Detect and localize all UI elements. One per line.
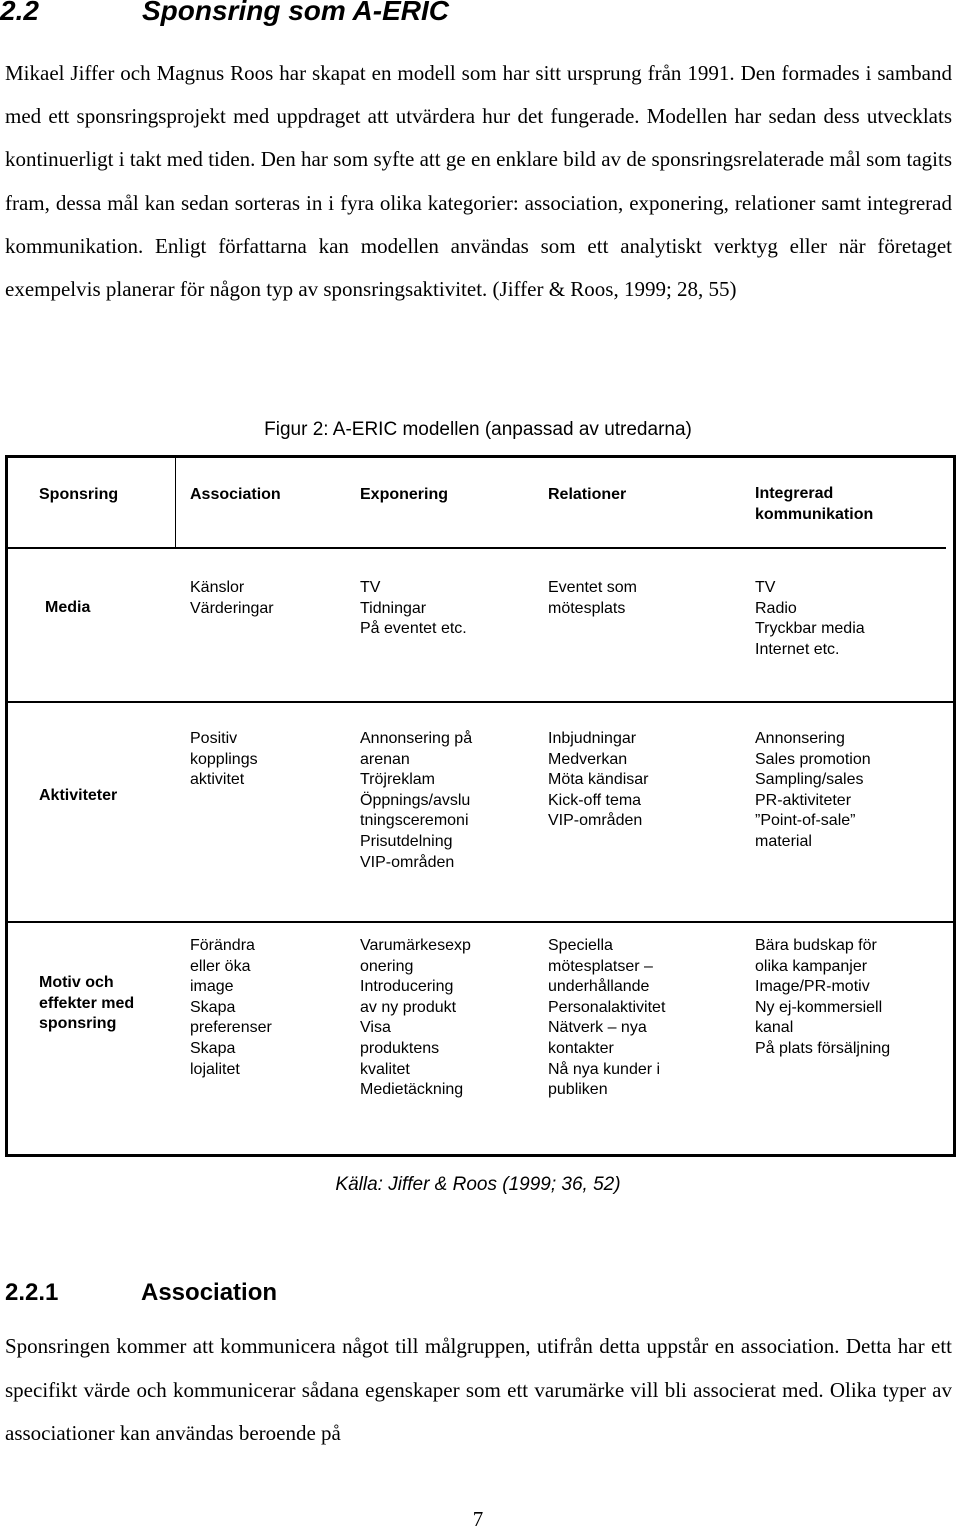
column-header-sponsring: Sponsring — [39, 486, 119, 503]
section-heading — [0, 0, 449, 28]
subsection-paragraph: Sponsringen kommer att kommunicera något till målgruppen, utifrån detta uppstår en association. Detta har ett specifikt värde och kommunicerar sådana egenskaper som ett varumärke vill bli associerat med. Olika typer av associationer kan användas beroende på — [5, 1334, 952, 1445]
column-header-integrerad-kommunikation: Integrerad kommunikation — [755, 485, 874, 523]
aktiviteter-relationer-cell: Inbjudningar Medverkan Möta kändisar Kick-off tema VIP-områden — [548, 730, 649, 830]
media-relationer-cell: Eventet som mötesplats — [548, 579, 637, 617]
row-label-motiv-och-effekter: Motiv och effekter med sponsring — [39, 974, 135, 1033]
header-column-divider — [175, 458, 176, 547]
subsection-number: 2.2.1 — [5, 1279, 59, 1306]
subsection-title: Association — [141, 1279, 278, 1306]
figure-caption: Figur 2: A-ERIC modellen (anpassad av utredarna) — [264, 419, 692, 440]
motiv-exponering-cell: Varumärkesexp onering Introducering av ny produkt Visa produktens kvalitet Medietäckning — [360, 937, 471, 1099]
row-label-media: Media — [45, 599, 91, 616]
page-number: 7 — [472, 1507, 484, 1531]
aktiviteter-integrerad-cell: Annonsering Sales promotion Sampling/sales PR-aktiviteter ”Point-of-sale” material — [755, 730, 871, 850]
aktiviteter-association-cell: Positiv kopplings aktivitet — [190, 730, 258, 789]
column-header-exponering: Exponering — [360, 486, 449, 503]
section-number: 2.2 — [0, 0, 39, 26]
row-divider-1 — [8, 701, 953, 703]
aktiviteter-exponering-cell: Annonsering på arenan Tröjreklam Öppnings/avslu tningsceremoni Prisutdelning VIP-områden — [360, 730, 473, 871]
media-integrerad-cell: TV Radio Tryckbar media Internet etc. — [755, 579, 865, 658]
row-label-aktiviteter: Aktiviteter — [39, 787, 118, 804]
media-association-cell: Känslor Värderingar — [190, 579, 274, 617]
section-title: Sponsring som A-ERIC — [142, 0, 449, 26]
motiv-relationer-cell: Speciella mötesplatser – underhållande Personalaktivitet Nätverk – nya kontakter Nå nya kunder i publiken — [548, 937, 666, 1099]
column-header-association: Association — [190, 486, 281, 503]
subsection-heading — [5, 1278, 277, 1308]
motiv-integrerad-cell: Bära budskap för olika kampanjer Image/PR-motiv Ny ej-kommersiell kanal På plats försäljning — [755, 937, 891, 1057]
row-divider-2 — [8, 921, 953, 923]
figure-source: Källa: Jiffer & Roos (1999; 36, 52) — [335, 1174, 621, 1195]
a-eric-model-table — [5, 455, 956, 1157]
motiv-association-cell: Förändra eller öka image Skapa preferenser Skapa lojalitet — [190, 937, 272, 1078]
section-paragraph: Mikael Jiffer och Magnus Roos har skapat en modell som har sitt ursprung från 1991. Den formades i samband med ett sponsringsprojekt med uppdraget att utvärdera hur det fungerade. Modellen har sedan dess utvecklats kontinuerligt i takt med tiden. Den har som syfte att ge en enklare bild av de sponsringsrelaterade mål som tagits fram, dessa mål kan sedan sorteras in i fyra olika kategorier: association, exponering, relationer samt integrerad kommunikation. Enligt författarna kan modellen användas som ett analytiskt verktyg eller när företaget exempelvis planerar för någon typ av sponsringsaktivitet. (Jiffer & Roos, 1999; 28, 55) — [5, 61, 952, 302]
header-divider — [8, 547, 946, 549]
column-header-relationer: Relationer — [548, 486, 627, 503]
media-exponering-cell: TV Tidningar På eventet etc. — [360, 579, 467, 638]
